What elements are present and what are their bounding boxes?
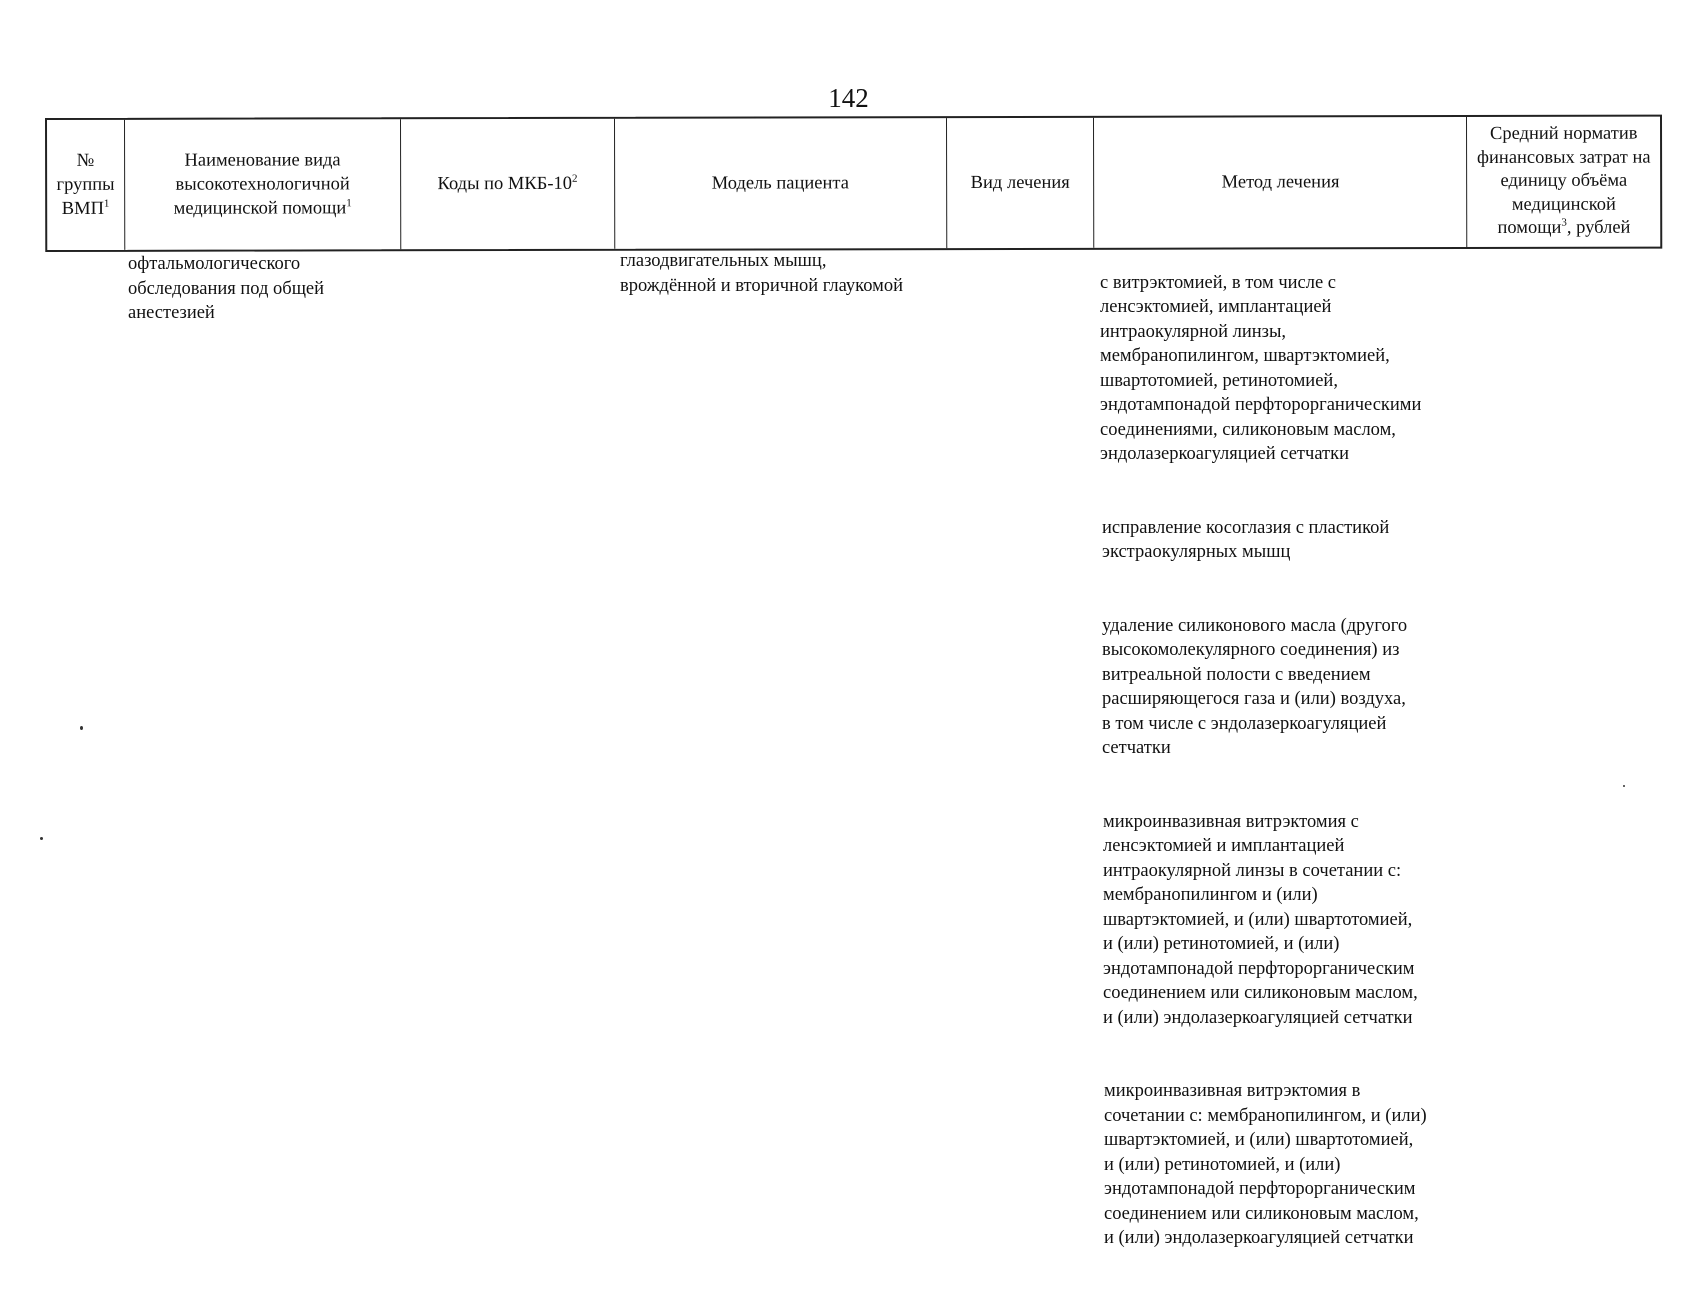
- method-item: с витрэктомией, в том числе с ленсэктомией, имплантацией интраокулярной линзы, мембранопилингом, швартэктомией, швартотомией, ретинотомией, эндотампонадой перфторорганическими соединениями, силиконовым маслом, эндолазеркоагуляцией сетчатки: [1100, 272, 1422, 464]
- footnote-ref: 1: [103, 197, 110, 210]
- header-avg-cost: [1467, 117, 1660, 247]
- scan-speck: [1623, 785, 1625, 787]
- header-avg-cost-text: Средний норматив финансовых затрат на единицу объёма медицинской помощи$^3$, рублей: [1477, 123, 1651, 239]
- cell-care-type-name: офтальмологического обследования под общей анестезией: [128, 254, 325, 323]
- footnote-ref: 3: [1561, 216, 1567, 229]
- header-treatment-type-text: Вид лечения: [970, 172, 1070, 194]
- table-header: [45, 115, 1662, 252]
- cell-patient-model: глазодвигательных мышц, врождённой и вторичной глаукомой: [620, 251, 903, 296]
- page-number: 142: [828, 83, 869, 113]
- method-item: удаление силиконового масла (другого высокомолекулярного соединения) из витреальной полости с введением расширяющегося газа и (или) воздуха, в том числе с эндолазеркоагуляцией сетчатки: [1102, 615, 1408, 758]
- header-icd-codes: [401, 119, 615, 249]
- header-patient-model: [615, 118, 947, 249]
- header-patient-model-text: Модель пациента: [711, 173, 849, 194]
- footnote-ref: 1: [346, 197, 352, 210]
- method-item: микроинвазивная витрэктомия в сочетании с: мембранопилингом, и (или) швартэктомией, и (или) швартотомией, и (или) ретинотомией, и (или) эндотампонадой перфторорганическим соединением или силиконовым маслом, и (или) эндолазеркоагуляцией сетчатки: [1104, 1081, 1427, 1248]
- header-icd-codes-text: Коды по МКБ-$10^2$: [437, 172, 578, 195]
- header-group-no: [47, 120, 125, 250]
- footnote-ref: 2: [571, 172, 578, 185]
- method-item: исправление косоглазия с пластикой экстраокулярных мышц: [1102, 517, 1390, 562]
- header-care-type-name: [125, 119, 402, 250]
- header-treatment-method-text: Метод лечения: [1221, 172, 1340, 193]
- method-item: микроинвазивная витрэктомия с ленсэктомией и имплантацией интраокулярной линзы в сочетании с: мембранопилингом и (или) швартэктомией, и (или) швартотомией, и (или) ретинотомией, и (или) эндотампонадой перфторорганическим соединением или силиконовым маслом, и (или) эндолазеркоагуляцией сетчатки: [1103, 811, 1418, 1028]
- header-treatment-type: [947, 118, 1095, 248]
- header-care-type-name-text: Наименование вида высокотехнологичной медицинской помощи$^1$: [173, 150, 352, 219]
- cell-treatment-method: [1100, 246, 1500, 1300]
- header-group-no-text: № группы ВМП$^1$: [56, 150, 115, 219]
- header-treatment-method: [1094, 117, 1467, 248]
- scan-speck: [80, 726, 83, 730]
- scan-speck: [40, 837, 43, 840]
